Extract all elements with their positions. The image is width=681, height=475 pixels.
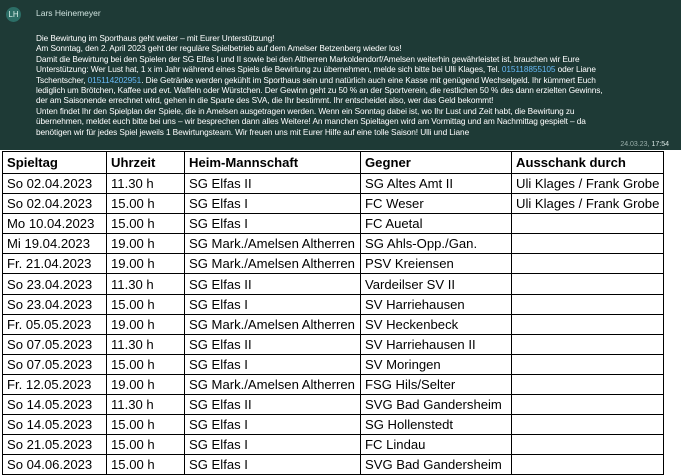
cell-heim: SG Mark./Amelsen Altherren <box>185 234 361 254</box>
table-row <box>3 435 664 455</box>
cell-uhrzeit: 11.30 h <box>107 274 185 294</box>
table-body <box>3 174 664 475</box>
cell-spieltag: So 14.05.2023 <box>3 395 107 415</box>
message-line <box>36 64 669 74</box>
cell-heim: SG Elfas II <box>185 334 361 354</box>
message-line: Unten findet Ihr den Spielplan der Spiele, die in Amelsen ausgetragen werden. Wenn ein Sonntag dabei ist, wo Ihr Lust und Zeit habt, die Bewirtung zu <box>36 105 575 116</box>
cell-gegner: Vardeilser SV II <box>361 274 512 294</box>
cell-spieltag: So 14.05.2023 <box>3 415 107 435</box>
cell-gegner: SVG Bad Gandersheim <box>361 395 512 415</box>
cell-heim: SG Elfas I <box>185 214 361 234</box>
cell-uhrzeit: 15.00 h <box>107 214 185 234</box>
cell-ausschank <box>512 395 664 415</box>
cell-gegner: FC Lindau <box>361 435 512 455</box>
cell-heim: SG Mark./Amelsen Altherren <box>185 314 361 334</box>
header-gegner: Gegner <box>361 152 512 174</box>
cell-heim: SG Elfas II <box>185 174 361 194</box>
message-line: Damit die Bewirtung bei den Spielen der SG Elfas I und II sowie bei den Altherren Markoldendorf/Amelsen weiterhin gewährleistet ist, brauchen wir Eure <box>36 53 580 64</box>
message-line-text: Unterstützung: Wer Lust hat, 1 x im Jahr während eines Spiels die Bewirtung zu übernehmen, melde sich bitte bei Ulli Klages, Tel. <box>36 64 502 75</box>
message-line: benötigen wir für jedes Spiel jeweils 1 Bewirtungsteam. Wir freuen uns mit Eurer Hilfe auf eine tolle Saison! Ulli und Liane <box>36 126 470 137</box>
message-timestamp <box>620 140 669 149</box>
cell-gegner: FSG Hils/Selter <box>361 374 512 394</box>
table-row <box>3 395 664 415</box>
cell-ausschank <box>512 294 664 314</box>
cell-ausschank <box>512 455 664 475</box>
cell-ausschank <box>512 374 664 394</box>
message-text <box>36 33 669 137</box>
cell-uhrzeit: 11.30 h <box>107 395 185 415</box>
cell-gegner: SV Moringen <box>361 354 512 374</box>
table-row <box>3 274 664 294</box>
cell-gegner: SG Altes Amt II <box>361 174 512 194</box>
cell-ausschank <box>512 254 664 274</box>
cell-spieltag: So 21.05.2023 <box>3 435 107 455</box>
cell-spieltag: So 07.05.2023 <box>3 354 107 374</box>
table-row <box>3 354 664 374</box>
cell-ausschank: Uli Klages / Frank Grobe <box>512 174 664 194</box>
cell-heim: SG Elfas II <box>185 395 361 415</box>
table-row <box>3 194 664 214</box>
table-row <box>3 374 664 394</box>
cell-heim: SG Elfas I <box>185 194 361 214</box>
cell-ausschank <box>512 314 664 334</box>
cell-ausschank <box>512 274 664 294</box>
table-row <box>3 415 664 435</box>
cell-gegner: SG Hollenstedt <box>361 415 512 435</box>
message-line: Am Sonntag, den 2. April 2023 geht der reguläre Spielbetrieb auf dem Amelser Betzenberg wieder los! <box>36 43 402 54</box>
cell-heim: SG Elfas I <box>185 294 361 314</box>
message-line <box>36 75 669 85</box>
cell-spieltag: Mo 10.04.2023 <box>3 214 107 234</box>
cell-uhrzeit: 15.00 h <box>107 415 185 435</box>
cell-gegner: SV Harriehausen II <box>361 334 512 354</box>
message-date: 24.03.23, <box>620 141 650 148</box>
cell-gegner: SG Ahls-Opp./Gan. <box>361 234 512 254</box>
cell-spieltag: So 02.04.2023 <box>3 174 107 194</box>
cell-ausschank <box>512 334 664 354</box>
sender-name[interactable]: Lars Heinemeyer <box>36 8 101 18</box>
message-time: 17:54 <box>651 141 669 148</box>
message-line-text: Tschentscher, <box>36 74 88 85</box>
cell-heim: SG Mark./Amelsen Altherren <box>185 374 361 394</box>
message-line: Die Bewirtung im Sporthaus geht weiter – mit Eurer Unterstützung! <box>36 33 275 43</box>
table-row <box>3 314 664 334</box>
table-row <box>3 254 664 274</box>
cell-spieltag: Fr. 21.04.2023 <box>3 254 107 274</box>
cell-heim: SG Mark./Amelsen Altherren <box>185 254 361 274</box>
cell-heim: SG Elfas II <box>185 274 361 294</box>
schedule-table <box>2 151 664 475</box>
header-uhrzeit: Uhrzeit <box>107 152 185 174</box>
message-line-text: . Die Getränke werden gekühlt im Sporthaus sein und natürlich auch eine Kasse mit genügend Wechselgeld. Ihr kümmert Euch <box>141 74 596 85</box>
cell-spieltag: So 04.06.2023 <box>3 455 107 475</box>
cell-spieltag: So 02.04.2023 <box>3 194 107 214</box>
header-heim-mannschaft: Heim-Mannschaft <box>185 152 361 174</box>
cell-gegner: SV Heckenbeck <box>361 314 512 334</box>
cell-gegner: SVG Bad Gandersheim <box>361 455 512 475</box>
message-line: lediglich um Brötchen, Kaffee und evt. Waffeln oder Würstchen. Der Gewinn geht zu 50 % an der Sportverein, die restlichen 50 % des dann erzielten Gewinns, <box>36 85 603 96</box>
cell-gegner: FC Weser <box>361 194 512 214</box>
table-row <box>3 234 664 254</box>
table-row <box>3 214 664 234</box>
table-row <box>3 455 664 475</box>
cell-spieltag: Fr. 12.05.2023 <box>3 374 107 394</box>
cell-ausschank <box>512 415 664 435</box>
cell-uhrzeit: 15.00 h <box>107 435 185 455</box>
cell-heim: SG Elfas I <box>185 415 361 435</box>
table-header-row <box>3 152 664 174</box>
cell-uhrzeit: 11.30 h <box>107 174 185 194</box>
header-ausschank: Ausschank durch <box>512 152 664 174</box>
cell-heim: SG Elfas I <box>185 435 361 455</box>
cell-gegner: PSV Kreiensen <box>361 254 512 274</box>
cell-gegner: SV Harriehausen <box>361 294 512 314</box>
cell-uhrzeit: 15.00 h <box>107 354 185 374</box>
cell-ausschank: Uli Klages / Frank Grobe <box>512 194 664 214</box>
cell-uhrzeit: 19.00 h <box>107 374 185 394</box>
cell-uhrzeit: 11.30 h <box>107 334 185 354</box>
avatar[interactable]: LH <box>6 7 21 22</box>
cell-ausschank <box>512 214 664 234</box>
cell-spieltag: Mi 19.04.2023 <box>3 234 107 254</box>
message-line: der am Saisonende errechnet wird, gehen in die Sparte des SVA, die Ihr bestimmt. Ihr entscheidet also, wer das Geld bekommt! <box>36 95 494 106</box>
cell-gegner: FC Auetal <box>361 214 512 234</box>
message-bubble <box>0 0 681 150</box>
table-row <box>3 294 664 314</box>
cell-heim: SG Elfas I <box>185 354 361 374</box>
message-line-text: oder Liane <box>555 64 596 75</box>
cell-spieltag: Fr. 05.05.2023 <box>3 314 107 334</box>
cell-spieltag: So 07.05.2023 <box>3 334 107 354</box>
cell-spieltag: So 23.04.2023 <box>3 294 107 314</box>
message-line: übernehmen, meldet euch bitte bei uns – wir besprechen dann alles Weitere! An manchen Spieltagen wird am Vormittag und am Nachmittag gespielt – da <box>36 116 586 127</box>
table-row <box>3 174 664 194</box>
cell-spieltag: So 23.04.2023 <box>3 274 107 294</box>
cell-uhrzeit: 19.00 h <box>107 254 185 274</box>
header-spieltag: Spieltag <box>3 152 107 174</box>
cell-uhrzeit: 15.00 h <box>107 194 185 214</box>
cell-ausschank <box>512 234 664 254</box>
cell-uhrzeit: 15.00 h <box>107 294 185 314</box>
cell-ausschank <box>512 435 664 455</box>
cell-ausschank <box>512 354 664 374</box>
phone-link-liane[interactable]: 015114202951 <box>87 74 142 85</box>
cell-uhrzeit: 19.00 h <box>107 234 185 254</box>
cell-heim: SG Elfas I <box>185 455 361 475</box>
cell-uhrzeit: 15.00 h <box>107 455 185 475</box>
cell-uhrzeit: 19.00 h <box>107 314 185 334</box>
phone-link-ulli[interactable]: 015118855105 <box>501 64 556 75</box>
table-row <box>3 334 664 354</box>
